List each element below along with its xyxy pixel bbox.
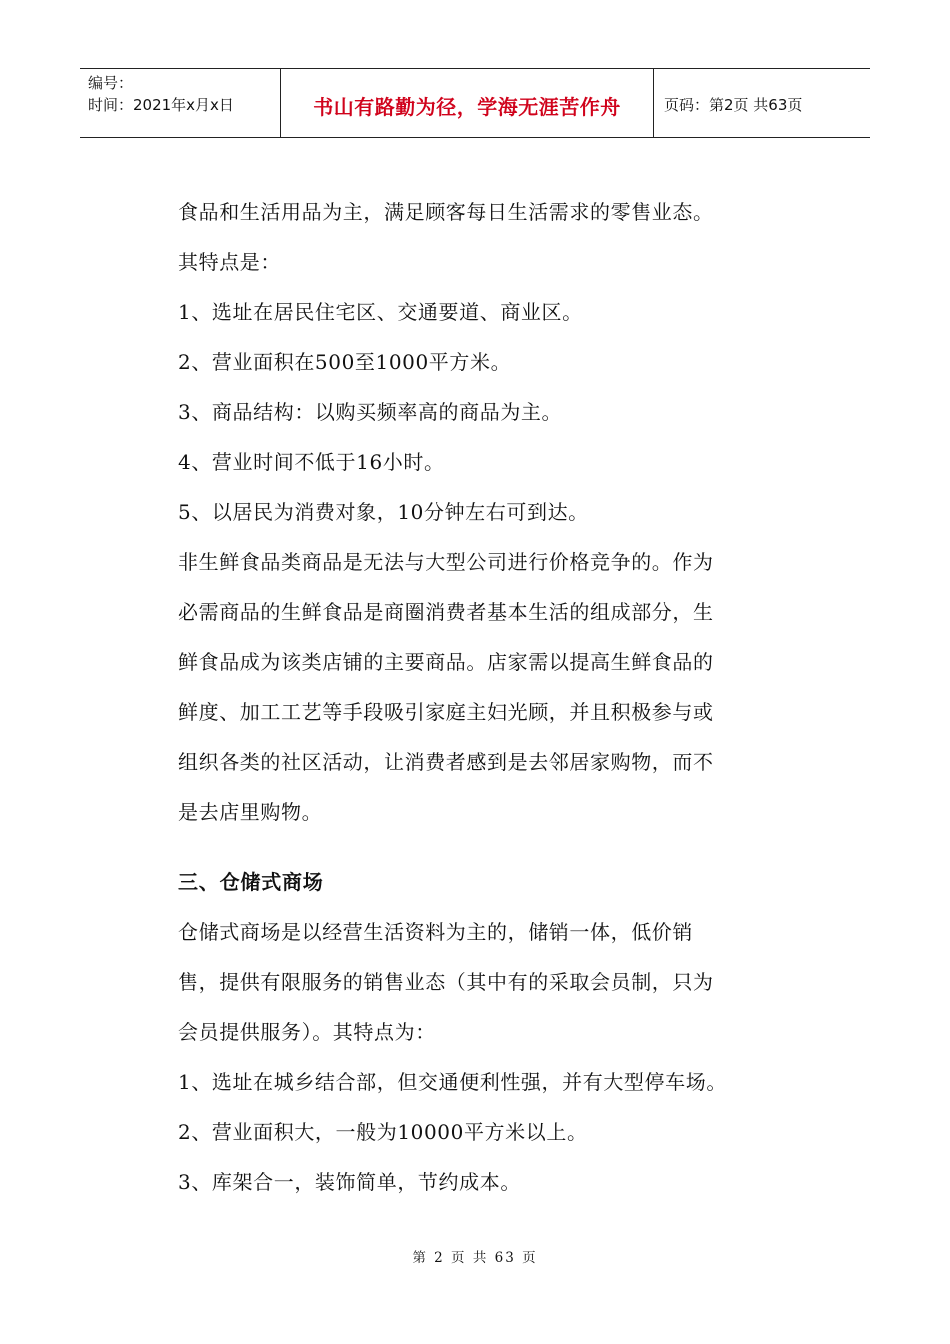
header-motto: 书山有路勤为径，学海无涯苦作舟 [281,69,654,137]
body-line: 1、选址在居民住宅区、交通要道、商业区。 [178,300,583,324]
number-label: 编号： [88,74,134,92]
section-line: 售，提供有限服务的销售业态（其中有的采取会员制，只为 [178,970,714,994]
section-heading: 三、仓储式商场 [178,870,324,894]
body-line: 鲜食品成为该类店铺的主要商品。店家需以提高生鲜食品的 [178,650,714,674]
section-line: 3、库架合一，装饰简单，节约成本。 [178,1170,521,1194]
section-line: 2、营业面积大，一般为10000平方米以上。 [178,1120,588,1144]
header-meta-cell [80,69,281,137]
body-line: 鲜度、加工工艺等手段吸引家庭主妇光顾，并且积极参与或 [178,700,714,724]
document-header [80,68,870,138]
body-line: 必需商品的生鲜食品是商圈消费者基本生活的组成部分，生 [178,600,714,624]
section-line: 仓储式商场是以经营生活资料为主的，储销一体，低价销 [178,920,693,944]
page-footer: 第 2 页 共 63 页 [412,1250,538,1266]
section-line: 会员提供服务）。其特点为： [178,1020,436,1044]
section-line: 1、选址在城乡结合部，但交通便利性强，并有大型停车场。 [178,1070,727,1094]
body-line: 组织各类的社区活动，让消费者感到是去邻居家购物，而不 [178,750,714,774]
body-line: 其特点是： [178,250,281,274]
body-line: 2、营业面积在500至1000平方米。 [178,350,512,374]
body-line: 5、以居民为消费对象，10分钟左右可到达。 [178,500,589,524]
body-line: 食品和生活用品为主，满足顾客每日生活需求的零售业态。 [178,200,714,224]
body-line: 非生鲜食品类商品是无法与大型公司进行价格竞争的。作为 [178,550,714,574]
time-label: 时间：2021年x月x日 [88,96,234,114]
body-line: 3、商品结构：以购买频率高的商品为主。 [178,400,563,424]
body-line: 是去店里购物。 [178,800,323,824]
body-line: 4、营业时间不低于16小时。 [178,450,445,474]
header-page-info: 页码：第2页 共63页 [664,95,803,114]
